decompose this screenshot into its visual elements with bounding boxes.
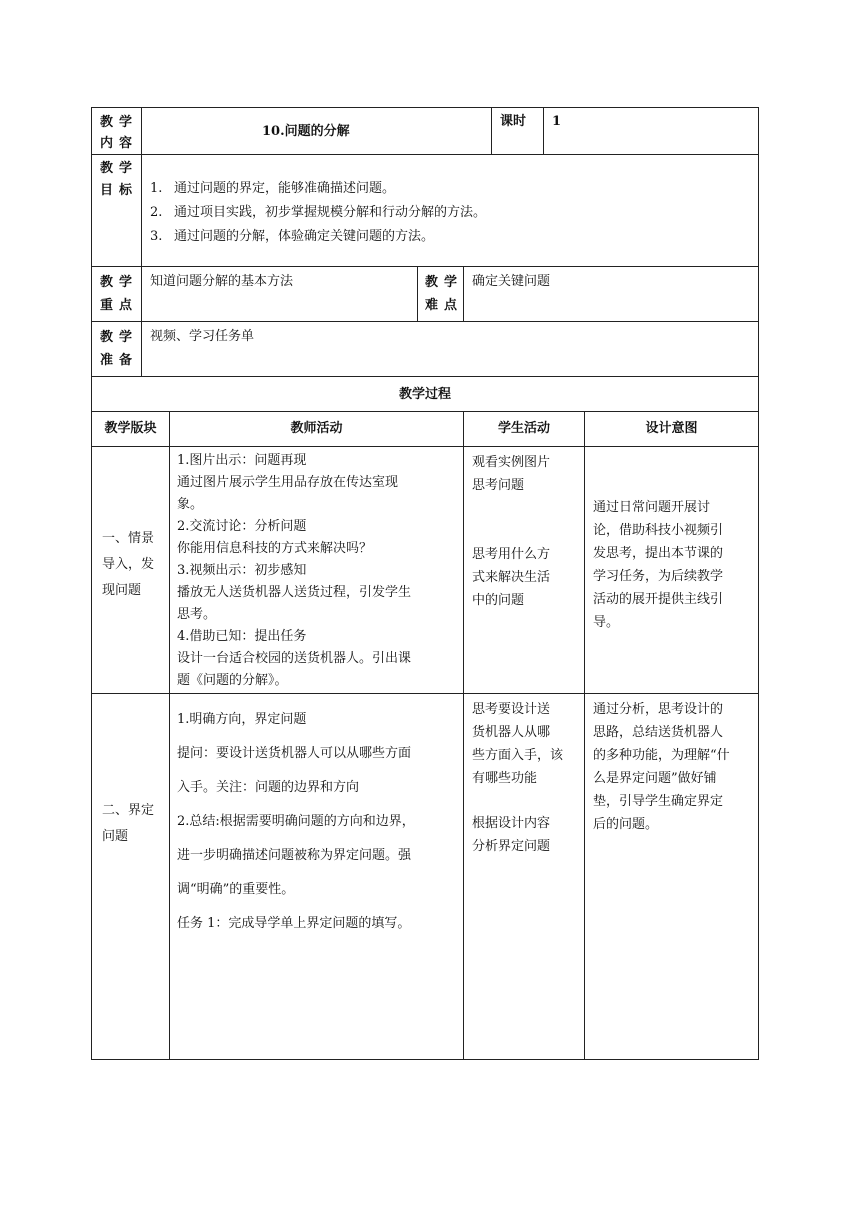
process-row2-student-cell: 思考要设计送 货机器人从哪 些方面入手，该 有哪些功能 根据设计内容 分析界定问题 — [463, 693, 585, 1060]
difficult-label-cell — [417, 266, 464, 322]
column-header-teacher: 教师活动 — [169, 411, 464, 447]
objectives-label-line2: 目标 — [100, 183, 139, 198]
process-row1-section-cell — [91, 446, 170, 694]
content-label-cell — [91, 107, 142, 155]
objectives-label-line1: 教学 — [100, 161, 139, 176]
process-row1-section: 一、情景 导入，发 现问题 — [102, 531, 155, 598]
keypoints-label-line1: 教学 — [100, 275, 139, 290]
difficult-label-line1: 教学 — [425, 275, 464, 290]
period-label-cell — [491, 107, 544, 155]
process-row1-intent: 通过日常问题开展讨 论，借助科技小视频引 发思考，提出本节课的 学习任务，为后续教学 活动的展开提供主线引 导。 — [593, 500, 724, 630]
keypoints-text: 知道问题分解的基本方法 — [150, 274, 294, 289]
lesson-title: 10.问题的分解 — [262, 124, 350, 139]
keypoints-text-cell — [141, 266, 418, 322]
difficult-text: 确定关键问题 — [472, 274, 551, 289]
period-value-cell — [543, 107, 759, 155]
preparation-text-cell — [141, 321, 759, 377]
process-row1-student-cell: 观看实例图片 思考问题 思考用什么方 式来解决生活 中的问题 — [463, 446, 585, 694]
process-title-cell — [91, 376, 759, 412]
keypoints-label-cell — [91, 266, 142, 322]
objectives-cell — [141, 154, 759, 267]
period-label: 课时 — [500, 114, 527, 129]
difficult-text-cell — [463, 266, 759, 322]
process-row1-intent-cell — [584, 446, 759, 694]
keypoints-label-line2: 重点 — [100, 298, 139, 313]
process-row2-teacher-cell: 1.明确方向，界定问题 提问：要设计送货机器人可以从哪些方面 入手。关注：问题的边界和方向 2.总结:根据需要明确问题的方向和边界， 进一步明确描述问题被称为界定问题。强 调“明确”的重要性。 任务 1：完成导学单上界定问题的填写。 — [169, 693, 464, 1060]
objective-item: 1. 通过问题的界定，能够准确描述问题。 — [150, 181, 396, 196]
process-title: 教学过程 — [398, 387, 451, 402]
preparation-label-line1: 教学 — [100, 330, 139, 345]
preparation-label-cell — [91, 321, 142, 377]
column-header-section: 教学版块 — [91, 411, 170, 447]
difficult-label-line2: 难点 — [425, 298, 464, 313]
content-label-line2: 内容 — [100, 136, 139, 151]
column-header-student: 学生活动 — [463, 411, 585, 447]
objectives-list — [150, 177, 758, 249]
objective-item: 2. 通过项目实践，初步掌握规模分解和行动分解的方法。 — [150, 205, 487, 220]
process-row2-section-cell: 二、界定 问题 — [91, 693, 170, 1060]
process-row1-teacher-cell: 1.图片出示：问题再现 通过图片展示学生用品存放在传达室现 象。 2.交流讨论：分析问题 你能用信息科技的方式来解决吗？ 3.视频出示：初步感知 播放无人送货机器人送货过程，引发学生 思考。 4.借助已知：提出任务 设计一台适合校园的送货机器人。引出课 题《问题的分解》。 — [169, 446, 464, 694]
objective-item: 3. 通过问题的分解，体验确定关键问题的方法。 — [150, 229, 435, 244]
process-row2-intent-cell: 通过分析，思考设计的 思路，总结送货机器人 的多种功能，为理解“什 么是界定问题”做好铺 垫，引导学生确定界定 后的问题。 — [584, 693, 759, 1060]
column-header-intent: 设计意图 — [584, 411, 759, 447]
preparation-label-line2: 准备 — [100, 353, 139, 368]
lesson-title-cell — [141, 107, 492, 155]
preparation-text: 视频、学习任务单 — [150, 329, 255, 344]
objectives-label-cell — [91, 154, 142, 267]
period-value: 1 — [552, 114, 562, 129]
content-label-line1: 教学 — [100, 115, 139, 130]
